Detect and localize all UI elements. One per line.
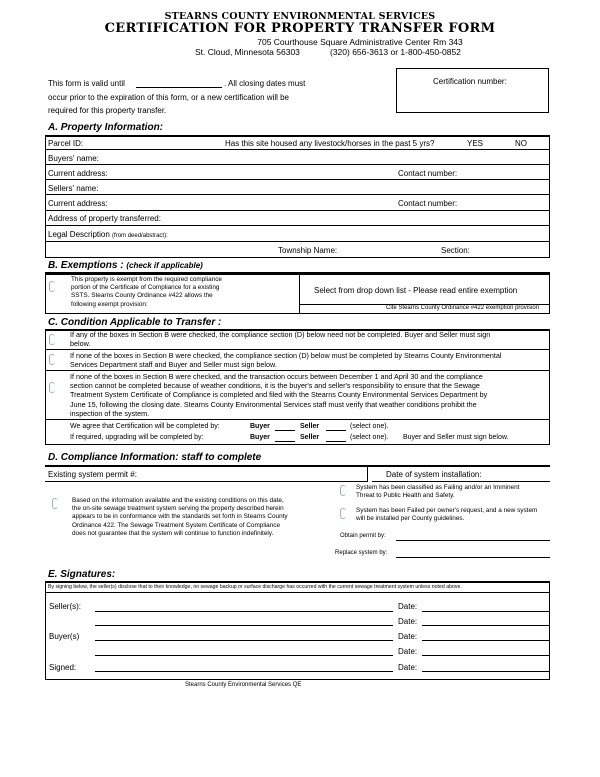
buyer-current-address-label: Current address: [48,169,108,178]
condition-3-checkbox[interactable] [49,382,55,393]
signed-label: Signed: [49,663,77,672]
section-c-left-border [45,329,46,444]
section-a-title: A. Property Information: [48,122,164,133]
row-divider [45,349,550,350]
agree-buyer-field[interactable] [275,430,295,431]
section-a-right-border [549,135,550,257]
validity-text-3: required for this property transfer. [48,106,167,115]
must-sign-note: Buyer and Seller must sign below. [403,434,509,441]
sellers-label: Seller(s): [49,602,82,611]
condition-2-text: If none of the boxes in Section B were checked, the compliance section (D) below must be completed by Stearns County Environmental Services Department staff and Buyer and Seller must sign below. [70,351,502,370]
conformance-text: Based on the information available and the existing conditions on this date, the on-site sewage treatment system serving the property described herein appears to be in conformance with the standards set forth in Stearns County Ordinance 422. The Sewage Treatment System Certificate of Compliance does not guarantee that the system will continue to function indefinitely. [72,497,288,537]
validity-text-1a: This form is valid until [48,79,125,88]
row-divider [45,225,550,226]
buyer-date-1-label: Date: [398,632,418,641]
row-divider [45,164,550,165]
owner-failed-checkbox[interactable] [340,508,346,519]
upgrade-seller-field[interactable] [326,441,346,442]
row-divider [45,194,550,195]
agree-select-one: (select one). [350,423,389,430]
replace-system-field[interactable] [396,557,550,558]
section-d-rule [45,465,550,467]
exemption-divider [299,275,300,313]
address-transferred-label: Address of property transferred: [48,214,161,223]
qe-signature[interactable] [95,671,393,672]
buyers-name-label: Buyers' name: [48,154,99,163]
exemption-checkbox[interactable] [49,281,55,292]
address-line: 705 Courthouse Square Administrative Center Rm 343 [257,37,463,47]
section-b-title: B. Exemptions : (check if applicable) [48,260,203,271]
row-divider [45,419,550,420]
installation-underline [372,481,550,482]
livestock-question: Has this site housed any livestock/horses in the past 5 yrs? [225,139,435,148]
upgrade-select-one: (select one). [350,434,389,441]
parcel-id-label: Parcel ID: [48,139,84,148]
exemption-text: This property is exempt from the required compliance portion of the Certificate of Compliance for a existing SSTS. Stearns County Ordinance #422 allows the following exempt provision: [71,276,222,308]
address-city: St. Cloud, Minnesota 56303 [195,47,300,57]
row-divider [45,241,550,242]
agency-name: STEARNS COUNTY ENVIRONMENTAL SERVICES [164,11,436,22]
condition-2-checkbox[interactable] [49,354,55,365]
condition-1-text: If any of the boxes in Section B were checked, the compliance section (D) below need not be completed. Buyer and Seller must sign below. [70,330,491,349]
form-title: CERTIFICATION FOR PROPERTY TRANSFER FORM [104,21,496,36]
permit-underline [45,481,367,482]
livestock-yes-option[interactable]: YES [467,139,484,148]
row-divider [45,210,550,211]
condition-3-text: If none of the boxes in Section B were checked, and the transaction occurs between December 1 and April 30 and the compliance section cannot be completed because of weather conditions, it is the buyer's and seller's responsibility to ensure that the Sewage Treatment System Certificate of Compliance is completed and filed with the Stearns County Environmental Services Department by June 15, following the closing date. Stearns County Environmental Services staff must verify that weather conditions prohibit the inspection of the system. [70,372,488,418]
section-number-label: Section: [441,246,470,255]
upgrade-seller-label: Seller [300,434,320,441]
seller-signature-2[interactable] [95,625,393,626]
section-c-right-border [549,329,550,444]
obtain-permit-field[interactable] [396,540,550,541]
upgrade-buyer-field[interactable] [275,441,295,442]
exemption-box [45,274,550,314]
section-c-bottom [45,444,550,445]
exemption-dropdown[interactable]: Select from drop down list - Please read entire exemption [314,286,518,295]
conformance-checkbox[interactable] [52,498,58,509]
seller-contact-number-label: Contact number: [398,199,458,208]
row-divider [45,179,550,180]
seller-signature-1[interactable] [95,611,393,612]
owner-failed-text: System has been Failed per owner's request, and a new system will be installed per County guidelines. [356,507,538,523]
upgrade-text: If required, upgrading will be completed by: [70,434,204,441]
seller-date-1-field[interactable] [422,611,549,612]
buyer-date-2-field[interactable] [422,655,549,656]
section-c-title: C. Condition Applicable to Transfer : [48,317,222,328]
qe-date-field[interactable] [422,671,549,672]
agree-seller-label: Seller [300,423,320,430]
buyer-contact-number-label: Contact number: [398,169,458,178]
signatures-box [45,582,550,680]
section-a-left-border [45,135,46,257]
seller-date-2-field[interactable] [422,625,549,626]
validity-text-2: occur prior to the expiration of this form, or a new certification will be [48,93,289,102]
date-installation-label: Date of system installation: [386,470,482,479]
disclaimer-underline [46,592,549,593]
permit-divider [367,466,368,482]
row-divider [45,149,550,150]
qe-date-label: Date: [398,663,418,672]
condition-1-checkbox[interactable] [49,334,55,345]
validity-text-1b: . All closing dates must [224,79,306,88]
section-a-rule [45,135,550,137]
seller-date-1-label: Date: [398,602,418,611]
failing-text: System has been classified as Failing and/or an Imminent Threat to Public Health and Safety. [356,484,520,500]
section-d-title: D. Compliance Information: staff to complete [48,452,262,463]
row-divider [45,257,550,258]
legal-description-label: Legal Description (from deed/abstract): [48,230,168,239]
certification-number-label: Certification number: [433,77,507,86]
buyer-date-1-field[interactable] [422,640,549,641]
seller-date-2-label: Date: [398,617,418,626]
agree-buyer-label: Buyer [250,423,270,430]
agree-certification-text: We agree that Certification will be completed by: [70,423,220,430]
phone-numbers: (320) 656-3613 or 1-800-450-0852 [330,47,461,57]
agree-seller-field[interactable] [326,430,346,431]
certification-number-box[interactable] [396,68,549,113]
buyers-label: Buyer(s) [49,632,80,641]
livestock-no-option[interactable]: NO [515,139,527,148]
valid-until-field[interactable] [136,87,222,88]
failing-checkbox[interactable] [340,485,346,496]
buyer-date-2-label: Date: [398,647,418,656]
seller-current-address-label: Current address: [48,199,108,208]
obtain-permit-label: Obtain permit by: [340,533,386,539]
qe-signature-caption: Stearns County Environmental Services QE [185,682,302,688]
signature-disclaimer: By signing below, the seller(s) disclose that to their knowledge, no sewage backup or surface discharge has occurred with the current sewage treatment system unless noted above. [48,584,462,590]
existing-permit-label: Existing system permit #: [48,470,137,479]
sellers-name-label: Sellers' name: [48,184,99,193]
replace-system-label: Replace system by: [335,550,388,556]
buyer-signature-2[interactable] [95,655,393,656]
section-e-title: E. Signatures: [48,569,116,580]
upgrade-buyer-label: Buyer [250,434,270,441]
row-divider [45,370,550,371]
township-name-label: Township Name: [278,246,338,255]
buyer-signature-1[interactable] [95,640,393,641]
cite-ordinance-note: Cite Stearns County Ordinance #422 exemption provision [386,305,540,311]
